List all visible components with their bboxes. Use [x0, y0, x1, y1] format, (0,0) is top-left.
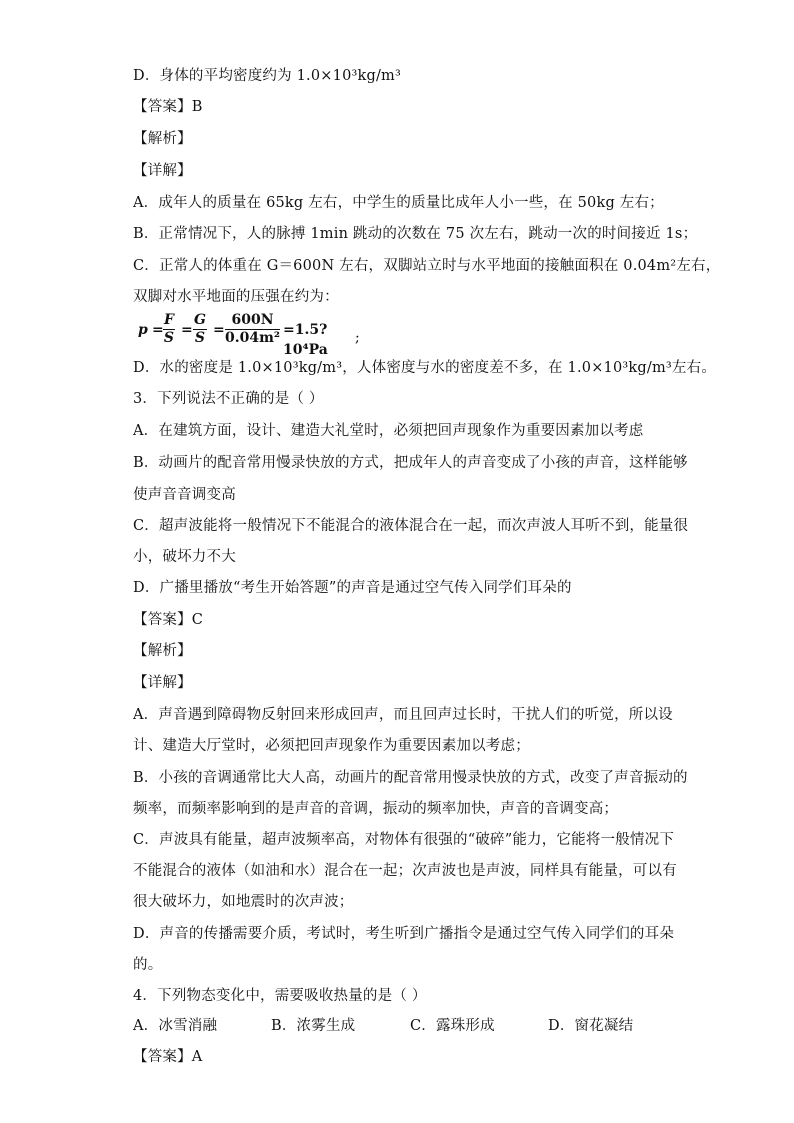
- formula-result: =1.5?10⁴Pa: [283, 322, 328, 358]
- fraction-denominator: 0.04m²: [225, 330, 281, 346]
- question-4-option-b: B．浓雾生成: [271, 1018, 356, 1034]
- question-4-option-c: C．露珠形成: [410, 1018, 495, 1034]
- answer-label: 【答案】A: [133, 1049, 203, 1065]
- formula-fraction: [225, 312, 280, 347]
- explanation-line: C．正常人的体重在 G＝600N 左右，双脚站立时与水平地面的接触面积在 0.04m²左右，: [133, 258, 721, 274]
- question-3-option-d: D．广播里播放“考生开始答题”的声音是通过空气传入同学们耳朵的: [133, 580, 572, 596]
- detail-label: 【详解】: [133, 163, 192, 179]
- formula-equals: =: [152, 322, 164, 338]
- answer-label: 【答案】B: [133, 99, 203, 115]
- question-3-option-b: B．动画片的配音常用慢录快放的方式，把成年人的声音变成了小孩的声音，这样能够: [133, 455, 688, 471]
- question-4-options: [0, 1016, 794, 1036]
- fraction-denominator: S: [194, 330, 206, 346]
- formula-equals: =: [213, 322, 225, 338]
- explanation-line: C．声波具有能量，超声波频率高，对物体有很强的“破碎”能力，它能将一般情况下: [133, 832, 675, 848]
- formula-fraction: [193, 312, 207, 347]
- answer-label: 【答案】C: [133, 612, 204, 628]
- explanation-line: 不能混合的液体（如油和水）混合在一起；次声波也是声波，同样具有能量，可以有: [133, 863, 677, 879]
- analysis-label: 【解析】: [133, 131, 192, 147]
- explanation-line: B．正常情况下，人的脉搏 1min 跳动的次数在 75 次左右，跳动一次的时间接近 1s；: [133, 226, 698, 242]
- question-3-option-a: A．在建筑方面，设计、建造大礼堂时，必须把回声现象作为重要因素加以考虑: [133, 423, 644, 439]
- explanation-line: 很大破坏力，如地震时的次声波；: [133, 894, 354, 910]
- detail-label: 【详解】: [133, 675, 192, 691]
- formula-symbol: p: [138, 322, 148, 338]
- explanation-line: A．成年人的质量在 65kg 左右，中学生的质量比成年人小一些，在 50kg 左右；: [133, 195, 664, 211]
- explanation-line: D．声音的传播需要介质，考试时，考生听到广播指令是通过空气传入同学们的耳朵: [133, 926, 675, 942]
- fraction-numerator: 600N: [225, 312, 280, 330]
- explanation-line: D．水的密度是 1.0×10³kg/m³，人体密度与水的密度差不多，在 1.0×10³kg/m³左右。: [133, 360, 717, 376]
- explanation-line: 频率，而频率影响到的是声音的音调，振动的频率加快，声音的音调变高；: [133, 801, 619, 817]
- formula-fraction: [163, 312, 175, 347]
- formula-equals: =: [181, 322, 193, 338]
- option-d-line: D．身体的平均密度约为 1.0×10³kg/m³: [133, 68, 402, 84]
- explanation-line: 的。: [133, 957, 163, 973]
- question-4-option-d: D．窗花凝结: [548, 1018, 634, 1034]
- fraction-numerator: F: [164, 312, 174, 328]
- fraction-denominator: S: [163, 330, 175, 346]
- question-3-title: 3．下列说法不正确的是（ ）: [133, 391, 324, 407]
- question-4-option-a: A．冰雪消融: [133, 1018, 218, 1034]
- explanation-line: A．声音遇到障碍物反射回来形成回声，而且回声过长时，干扰人们的听觉，所以设: [133, 707, 673, 723]
- question-3-option-c: C．超声波能将一般情况下不能混合的液体混合在一起，而次声波人耳听不到，能量很: [133, 518, 689, 534]
- explanation-line: B．小孩的音调通常比大人高，动画片的配音常用慢录快放的方式，改变了声音振动的: [133, 770, 688, 786]
- analysis-label: 【解析】: [133, 643, 192, 659]
- question-3-option-c-cont: 小，破坏力不大: [133, 549, 236, 565]
- explanation-line: 双脚对水平地面的压强在约为：: [133, 289, 339, 305]
- question-4-title: 4．下列物态变化中，需要吸收热量的是（ ）: [133, 988, 427, 1004]
- question-3-option-b-cont: 使声音音调变高: [133, 487, 236, 503]
- formula-semicolon: ;: [355, 330, 360, 346]
- explanation-line: 计、建造大厅堂时，必须把回声现象作为重要因素加以考虑；: [133, 738, 530, 754]
- fraction-numerator: G: [194, 312, 206, 328]
